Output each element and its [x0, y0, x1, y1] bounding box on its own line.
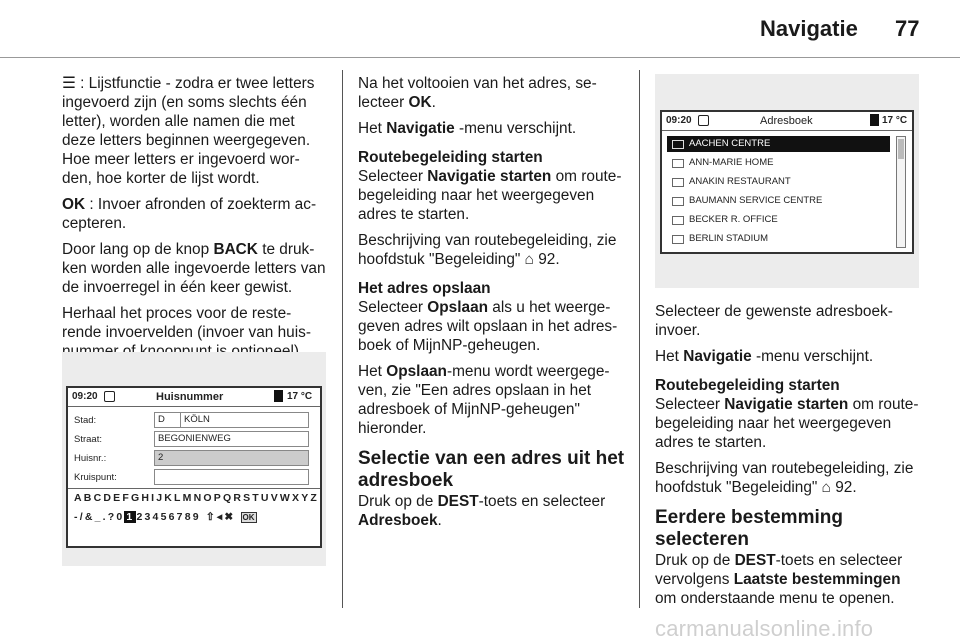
- column-divider-1: [342, 70, 343, 608]
- section-heading: Routebegeleiding starten: [358, 149, 543, 166]
- temperature-icon: [870, 114, 879, 126]
- address-card-icon: [672, 216, 684, 225]
- clock-icon: [698, 115, 709, 126]
- clock-text: 09:20: [72, 391, 98, 402]
- header-divider: [0, 57, 960, 58]
- section-title: Selectie van een adres uit het adresboek: [358, 448, 625, 491]
- address-book-screenshot: [655, 74, 919, 288]
- address-card-icon: [672, 197, 684, 206]
- address-card-icon: [672, 140, 684, 149]
- list-function-paragraph: ☰ : Lijstfunctie - zodra er twee letters ingevoerd zijn (en soms slechts één letter), worden alle namen die met deze letters beginnen weergegeven. Hoe meer letters er ingevoerd wor- den, hoe korter de lijst wordt.: [62, 75, 315, 187]
- section-title: Eerdere bestemming selecteren: [655, 507, 843, 550]
- list-item[interactable]: ANN-MARIE HOME: [667, 155, 890, 171]
- address-card-icon: [672, 235, 684, 244]
- city-field[interactable]: KÖLN: [180, 412, 309, 428]
- column-3: Selecteer de gewenste adresboek- invoer. Het Navigatie -menu verschijnt. Routebegeleiding starten Selecteer Navigatie starten om route- begeleiding naar het weergegeven adres te starten. Beschrijving van routebegeleiding, zie hoofdstuk "Begeleiding" ⌂ 92. Eerdere bestemming selecteren Druk op de DEST-toets en selecteer vervolgens Laatste bestemmingen om onderstaande menu te openen.: [655, 302, 925, 615]
- list-item[interactable]: ANAKIN RESTAURANT: [667, 174, 890, 190]
- clock-text: 09:20: [666, 115, 692, 126]
- list-item[interactable]: BERLIN STADIUM: [667, 231, 890, 247]
- section-heading: Routebegeleiding starten: [655, 377, 840, 394]
- screen-title: Adresboek: [760, 115, 813, 127]
- column-divider-2: [639, 70, 640, 608]
- page-number: 77: [895, 16, 920, 41]
- device-screen: [660, 110, 914, 254]
- address-card-icon: [672, 178, 684, 187]
- watermark: carmanualsonline.info: [655, 616, 874, 641]
- temperature-icon: [274, 390, 283, 402]
- field-row-house-number: Huisnr.: 2: [74, 450, 314, 466]
- back-paragraph: Door lang op de knop BACK te druk- ken worden alle ingevoerde letters van de invoerregel in één keer gewist.: [62, 241, 326, 296]
- house-number-field[interactable]: 2: [154, 450, 309, 466]
- clock-icon: [104, 391, 115, 402]
- field-row-street: Straat: BEGONIENWEG: [74, 431, 314, 447]
- selected-key[interactable]: 1: [126, 511, 135, 523]
- address-card-icon: [672, 159, 684, 168]
- column-2: Na het voltooien van het adres, se- lecteer OK. Het Navigatie -menu verschijnt. Routebegeleiding starten Selecteer Navigatie starten om route- begeleiding naar het weergegeven adres te starten. Beschrijving van routebegeleiding, zie hoofdstuk "Begeleiding" ⌂ 92. Het adres opslaan Selecteer Opslaan als u het weerge- geven adres wilt opslaan in het adres- boek of MijnNP-geheugen. Het Opslaan-menu wordt weergege- ven, zie "Een adres opslaan in het adresboek of MijnNP-geheugen" hieronder. Selectie van een adres uit het adresboek Druk op de DEST-toets en selecteer Adresboek.: [358, 75, 625, 529]
- keyboard-letters[interactable]: ABCDEFGHIJKLMNOPQRSTUVWXYZ: [74, 492, 320, 504]
- keyboard-divider: [68, 488, 320, 489]
- section-heading: Het adres opslaan: [358, 280, 491, 297]
- country-field[interactable]: D: [154, 412, 181, 428]
- screen-title: Huisnummer: [156, 391, 224, 403]
- list-item[interactable]: BAUMANN SERVICE CENTRE: [667, 193, 890, 209]
- page-title: Navigatie: [760, 16, 858, 41]
- field-row-crossing: Kruispunt:: [74, 469, 314, 485]
- house-number-screenshot: [62, 352, 326, 566]
- ok-key[interactable]: OK: [242, 513, 255, 522]
- list-scrollbar[interactable]: [896, 136, 906, 248]
- screen-status-bar: [662, 112, 912, 131]
- list-item[interactable]: BECKER R. OFFICE: [667, 212, 890, 228]
- crossing-field[interactable]: [154, 469, 309, 485]
- temperature-text: 17 °C: [882, 115, 908, 126]
- field-row-city: Stad: D KÖLN: [74, 412, 314, 428]
- ok-paragraph: OK : Invoer afronden of zoekterm ac- cepteren.: [62, 196, 317, 232]
- temperature-text: 17 °C: [287, 391, 313, 402]
- device-screen: [66, 386, 322, 548]
- scrollbar-thumb[interactable]: [898, 139, 904, 159]
- list-icon: ☰ :: [62, 75, 89, 92]
- screen-status-bar: [68, 388, 320, 407]
- column-1: [62, 74, 327, 368]
- keyboard-digits[interactable]: -/&_.?0 1 23456789 ⇧◂✖ OK: [74, 511, 255, 523]
- street-field[interactable]: BEGONIENWEG: [154, 431, 309, 447]
- list-item[interactable]: AACHEN CENTRE: [667, 136, 890, 152]
- repeat-paragraph: Herhaal het proces voor de reste- rende invoervelden (invoer van huis-: [62, 305, 311, 341]
